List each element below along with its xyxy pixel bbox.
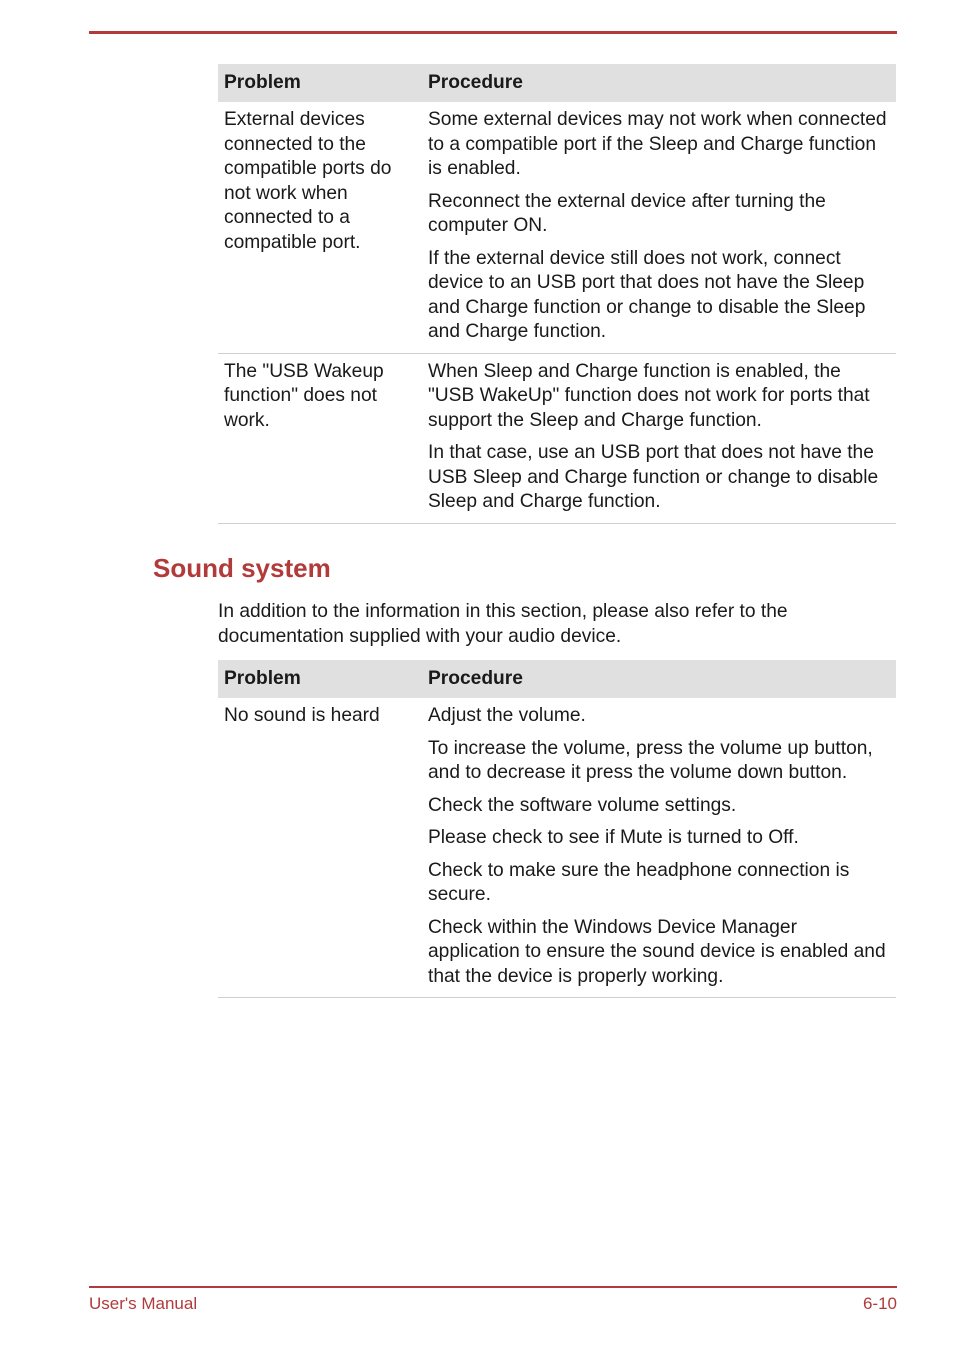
table-row [218,698,896,998]
procedure-cell [422,698,896,998]
problem-cell: No sound is heard [218,698,422,998]
procedure-step: When Sleep and Charge function is enabled, the "USB WakeUp" function does not work for ports that support the Sleep and Charge function. [428,360,870,431]
procedure-step: Please check to see if Mute is turned to Off. [428,827,799,848]
footer-page-number: 6-10 [862,1294,897,1313]
header-rule [89,31,897,34]
procedure-cell [422,102,896,353]
procedure-step: Adjust the volume. [428,705,586,726]
footer-manual-title: User's Manual [89,1294,198,1313]
table-row [218,353,896,523]
procedure-column-header: Procedure [422,64,896,102]
procedure-cell [422,353,896,523]
procedure-step: To increase the volume, press the volume up button, and to decrease it press the volume down button. [428,737,873,783]
problem-cell: The "USB Wakeup function" does not work. [218,353,422,523]
procedure-step: Reconnect the external device after turning the computer ON. [428,190,826,236]
procedure-column-header: Procedure [422,660,896,698]
usb-troubleshooting-table [218,64,896,524]
footer-rule [89,1286,897,1288]
procedure-step: Check within the Windows Device Manager application to ensure the sound device is enabled and that the device is properly working. [428,916,886,987]
problem-column-header: Problem [218,64,422,102]
procedure-step: Check the software volume settings. [428,794,737,816]
procedure-step: If the external device still does not work, connect device to an USB port that does not have the Sleep and Charge function or change to disable the Sleep and Charge function. [428,247,866,342]
procedure-step: Check to make sure the headphone connection is secure. [428,859,850,905]
procedure-step: In that case, use an USB port that does not have the USB Sleep and Charge function or change to disable Sleep and Charge function. [428,442,879,512]
problem-cell: External devices connected to the compatible ports do not work when connected to a compatible port. [218,102,422,353]
section-heading-sound-system: Sound system [153,553,331,583]
section-intro-text: In addition to the information in this section, please also refer to the documentation supplied with your audio device. [218,601,788,647]
problem-column-header: Problem [218,660,422,698]
procedure-step: Some external devices may not work when connected to a compatible port if the Sleep and Charge function is enabled. [428,109,887,179]
sound-troubleshooting-table [218,660,896,998]
table-header-row [218,660,896,698]
table-header-row [218,64,896,102]
table-row [218,102,896,353]
